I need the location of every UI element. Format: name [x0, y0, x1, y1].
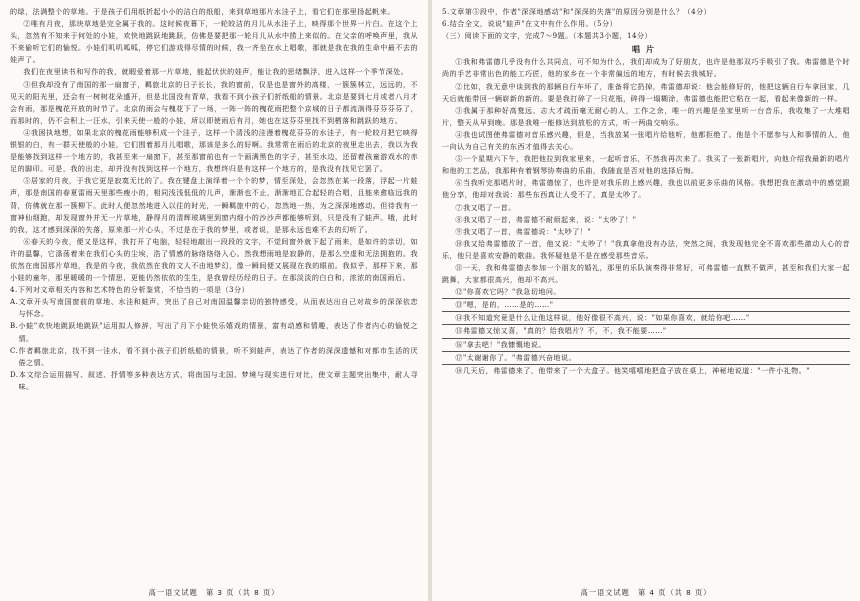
- story-paragraph: ③我属于那种好高鹜远、志大才疏而毫无耐心的人，工作之余，唯一的兴趣是坐家里听一台音乐，我收集了一大堆唱片，整天从早到晚。那是我唯一能修达到放松的方式，听一两曲交响乐。: [442, 105, 850, 127]
- question-4-option-b: B.小蛙"欢快地跳跃地跳跃"运用拟人修辞，写出了月下小蛙快乐嬉戏的情景，富有动感和情趣，表达了作者内心的愉悦之情。: [10, 321, 418, 343]
- story-paragraph: ⑨我又唱了一首，弗雷德说："太吵了！": [455, 226, 592, 236]
- story-paragraph: ②比如，我无意中谈到我的那辆自行车坏了，准备将它扔掉，弗雷德却说：他会能修好的，他把这辆自行车拿回家，几天后就能带回一辆崭新的新的。要是我打碎了一只花瓶，碎得一塌糊涂，弗雷德也能把它粘在一起，看起来像新的一样。: [442, 81, 850, 103]
- story-paragraph: ⑱几天后，弗雷德来了，他带来了一个大盒子。他笑嘻嘻地把盒子放在桌上，神秘地说道："一件小礼物。": [455, 365, 811, 375]
- left-page: [0, 0, 428, 601]
- story-paragraph: ①我和弗雷德几乎没有什么共同点，可不知为什么，我们却成为了好朋友，也许是他那双巧手吸引了我。弗雷德是个时尚的手艺非常出色的能工巧匠，他的家乡在一个非常偏远的地方，有时候去我城好。: [442, 57, 850, 79]
- question-5: 5.文章第⑤段中，作者"深深地感动"和"深深的失落"的原因分别是什么？（4分）: [442, 7, 712, 16]
- question-4-option-d: D.本文综合运用描写、叙述、抒情等多种表达方式，将南国与北国、梦境与现实进行对比，使文章主题突出集中，耐人寻味。: [10, 369, 418, 391]
- passage-paragraph: ②唯有月夜，那块草地是完全属于我的。这时候夜幕下，一轮皎洁的月儿从水洼子上，映得那个世界一片白。在这个上头，忽然有不知来于何处的小娃，欢快地跳跃地跳跃，仿佛是要把那一轮月儿从水中捞上来似的。在父亲的呼唤声里，我从不来偷听它们的愉悦。小娃们叽叽呱呱，停它们游戏得尽情的时候，我一齐坐在水上唱歌，那就是我在我的生命中最不去的娃声了。: [10, 19, 418, 65]
- passage-paragraph: 的绿，法满整个的草地。于是孩子们用纸折起小小的洁白的纸船，来到草地那片水洼子上，看它们在那里扬起帆来。: [10, 7, 395, 16]
- dialog-line: ⑮弗雷德又惊又喜，"真的？给我唱片？不，不，我不能要……": [442, 325, 850, 338]
- page-footer-left: 高一语文试题 第 3 页（共 8 页）: [148, 588, 280, 597]
- passage-paragraph: ⑤居家的月夜，于我它更是寂寞无比的了。我在键盘上演绎着一个个的梦，情至深处，会忽然在某一段落，浮起一片蛙声，那是南国的春夏雷雨天里那些瘦小的，相同浅浅低低的儿声，渐渐也不止，渐渐地汇合起轻的合唱，且能来愈临远我的背，仿佛就在那一簇柳下。此时人便忽然地进入以往的时光，一瞬羁旅中的心，忽然地一热，为之深深地感动。但待我有一窗神仙细跑，却发现窗外并无一片草地，静得月的清辉玻璃里到窗内细小的沙沙声都能够听到，只是没有了蛙声。哦，此时的我，这才感到深深的失落，原来那一片心头，不过是在于我的梦里，或者说，是那永远也难不去的幻听了。: [10, 176, 418, 234]
- question-4-option-c: C.作者羁旅北京，找不到一洼水，看不到小孩子们折纸船的情景，听不到蛙声，表达了作者的深深遗憾和对都市生活的厌倦之情。: [10, 345, 418, 367]
- question-4-option-a: A.文章开头写南国窗前的草地、水洼和蛙声，突出了自己对南国温馨亲切的独特感受，从而表达出自己对故乡的深深依恋与怀念。: [10, 297, 418, 319]
- question-6: 6.结合全文，说说"蛙声"在文中有什么作用。（5分）: [442, 19, 618, 29]
- story-title: 唱片: [632, 44, 660, 55]
- left-column: [10, 6, 418, 393]
- dialog-line: ⑫"你喜欢它吗？"我急切地问。: [442, 286, 850, 299]
- passage-paragraph: ④我困执地想，如果北京的槐花雨能够积成一个洼子，这样一个清浅的洼漫着槐花芬芬的水洼子，有一轮皎月把它映得银银的白，有一群天使般的小娃，它们围着那月儿唱歌，那该是多么的好啊。我常常在雨后的北京的夜里走出去，我以为我是能够找到这样一个地方的，我甚至来一扇窗下，甚至那窗前也有一个画满黑色的字子，甚至水边，还留着孩童游戏水的赤足的脚印。可是，我的出走，却并没有找到这样一个地方，我想终归是有这样一个地方的，是我没有找见它罢了。: [10, 127, 418, 174]
- right-page: [432, 0, 860, 601]
- story-paragraph: ⑦我又唱了一首。: [455, 202, 516, 212]
- dialog-line: ⑭我不知道究竟是什么让他这样说，他好像很不高兴，说："如果你喜欢，就给你吧……": [442, 312, 850, 325]
- question-4: 4.下列对文章相关内容和艺术特色的分析鉴赏，不恰当的一项是（3分）: [10, 285, 250, 295]
- story-paragraph: ⑥当我听完那唱片时，弗雷德惊了，也许是对我乐的上感兴趣，我也以前更多乐曲的风格。我想把我在激动中的感觉跟他分享，他却对我说：那些东西真让人受不了，真是太吵了。: [442, 178, 850, 200]
- passage-paragraph: ③但我却没有了南国的那一扇窗子，羁旅北京的日子长长，我的窗前，仅是也是窗外的高楼，一簇簇林立，远远的，不见天的阳光里，还会有一树树花朵盛开，但是北国没有青草，我看不到小孩子们折纸船的情景。北京是要到七月或者八月才会有雨，那是槐花开放的时节了。北京的雨会与槐花下了一场，一阵一阵的槐花雨把整个京城的日子都流淌得芬芬芬芬了，而那时的，仍不会积上一汪水，引来天使一般的小娃，所以即使雨后有月，她也在这芬芬里找不到栖落和跳跃的地方。: [10, 79, 418, 125]
- section-header: （三）阅读下面的文字，完成7～9题。（本题共3小题，14分）: [442, 31, 653, 41]
- story-paragraph: ⑤一个星期六下午，我把他拉到我家里来，一起听音乐，不然我再次来了。我买了一张新唱片，向他介绍我最新的唱片和他的工艺品，我那种有着钢琴协奏曲的乐曲，我随直是否对他的选择后悔。: [442, 154, 850, 176]
- right-column: [442, 6, 850, 377]
- page-footer-right: 高一语文试题 第 4 页（共 8 页）: [580, 588, 712, 597]
- story-paragraph: ⑧我又唱了一首，弗雷德不耐烦起来，说："太吵了！": [455, 214, 637, 224]
- dialog-line: ⑬"嗯，是的，……是的……": [442, 299, 850, 312]
- story-paragraph: ⑪一天，我和弗雷德去参加一个朋友的婚礼，那里的乐队演奏得非常好，可弗雷德一直默不做声，甚至和我们大家一起跳舞，大家都很高兴，他却不高兴。: [442, 262, 850, 285]
- dialog-line: ⑰"太谢谢你了。"弗雷德兴奋地说。: [442, 352, 850, 365]
- dialog-line: ⑯"拿去吧！"我慷慨地说。: [442, 339, 850, 352]
- passage-paragraph: ⑥春天的今夜，便又是这样，我打开了电脑，轻轻地敲出一段段的文字，不觉间窗外就下起了雨来，是如许的亲切，如许的温馨，它涤荡着来在我们心头的尘埃，浩了情感的脉络络络入心。然我想雨地是寂静的，是那么空虚和无法拥抱的。我依然在南国那片草地，我是的今夜，我依然在我的文人不由地梦幻，像一瞬间便又展现在我的眼前。我似乎，那样下来，那小娃的童年，那里暖暖的一个情思，更能仍然依依的生生，是我曾经历经的日子。在那淡淡的白白和，浓浓的南国雨后。: [10, 236, 418, 283]
- story-paragraph: ⑩我又给弗雷德放了一首，他又说："太吵了！"我真拿他没有办法，突然之间，我发现他完全不喜欢那些激动人心的音乐，他只是喜欢安静的歌曲。我怀疑他是不是在感受那些音乐。: [442, 238, 850, 260]
- story-paragraph: ④我也试图使弗雷德对音乐感兴趣，但是，当我放某一张唱片给他听，他都拒绝了。他是个不愿参与人和事情的人，他一向认为自己有关的东西才值得去关心。: [442, 129, 850, 152]
- passage-paragraph: 我们在夜里读书和写作的我，就暇爱着那一片草地，能起伏伏的娃声，能让我的思绪飘浮，进入这样一个季节深处。: [23, 67, 409, 77]
